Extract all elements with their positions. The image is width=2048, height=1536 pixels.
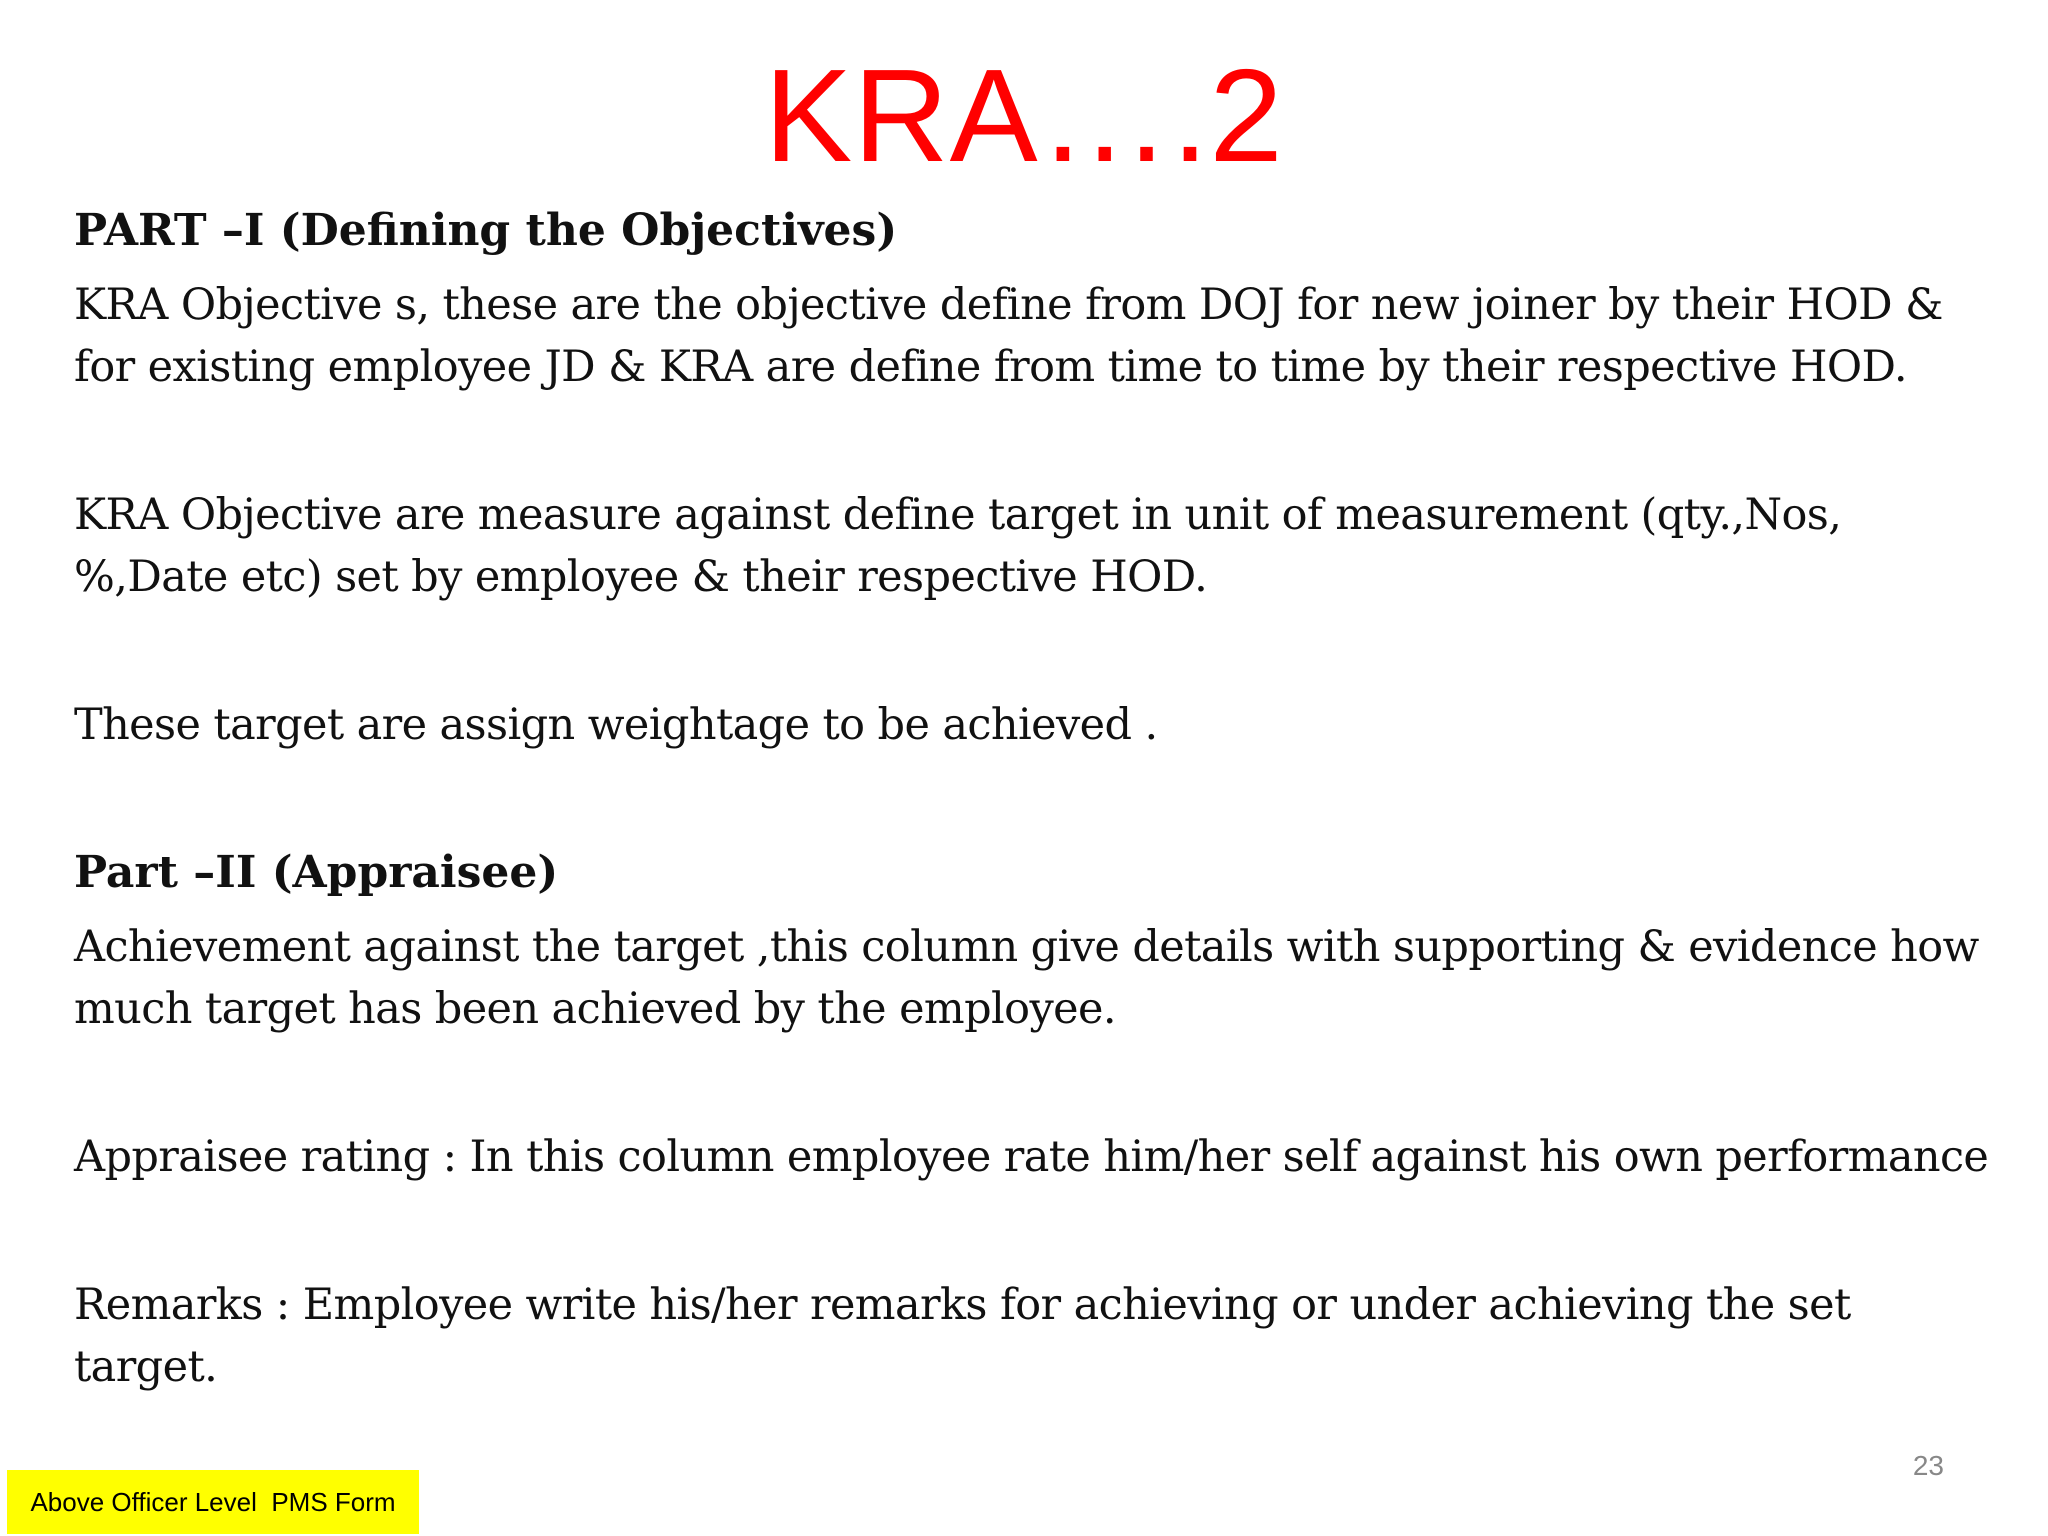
slide-title: KRA….2 (764, 42, 1284, 189)
part2-paragraph-achievement: Achievement against the target ,this column give details with supporting & evidence how much target has been achieved by the employee. (74, 922, 1979, 1034)
part1-paragraph-weightage: These target are assign weightage to be achieved . (74, 700, 1158, 750)
part1-paragraph-objectives: KRA Objective s, these are the objective define from DOJ for new joiner by their HOD & for existing employee JD & KRA are define from time to time by their respective HOD. (74, 280, 1943, 392)
part2-paragraph-remarks: Remarks : Employee write his/her remarks for achieving or under achieving the set target. (74, 1280, 1851, 1392)
part2-paragraph-rating: Appraisee rating : In this column employee rate him/her self against his own performance (74, 1132, 1989, 1182)
part2-heading: Part –II (Appraisee) (74, 847, 559, 898)
part1-paragraph-measurement: KRA Objective are measure against define target in unit of measurement (qty.,Nos, %,Date etc) set by employee & their respective HOD. (74, 490, 1842, 602)
slide-body (74, 200, 2004, 1398)
part1-heading: PART –I (Defining the Objectives) (74, 205, 898, 256)
footer-badge: Above Officer Level PMS Form (7, 1470, 419, 1534)
page-number: 23 (1912, 1450, 1944, 1481)
